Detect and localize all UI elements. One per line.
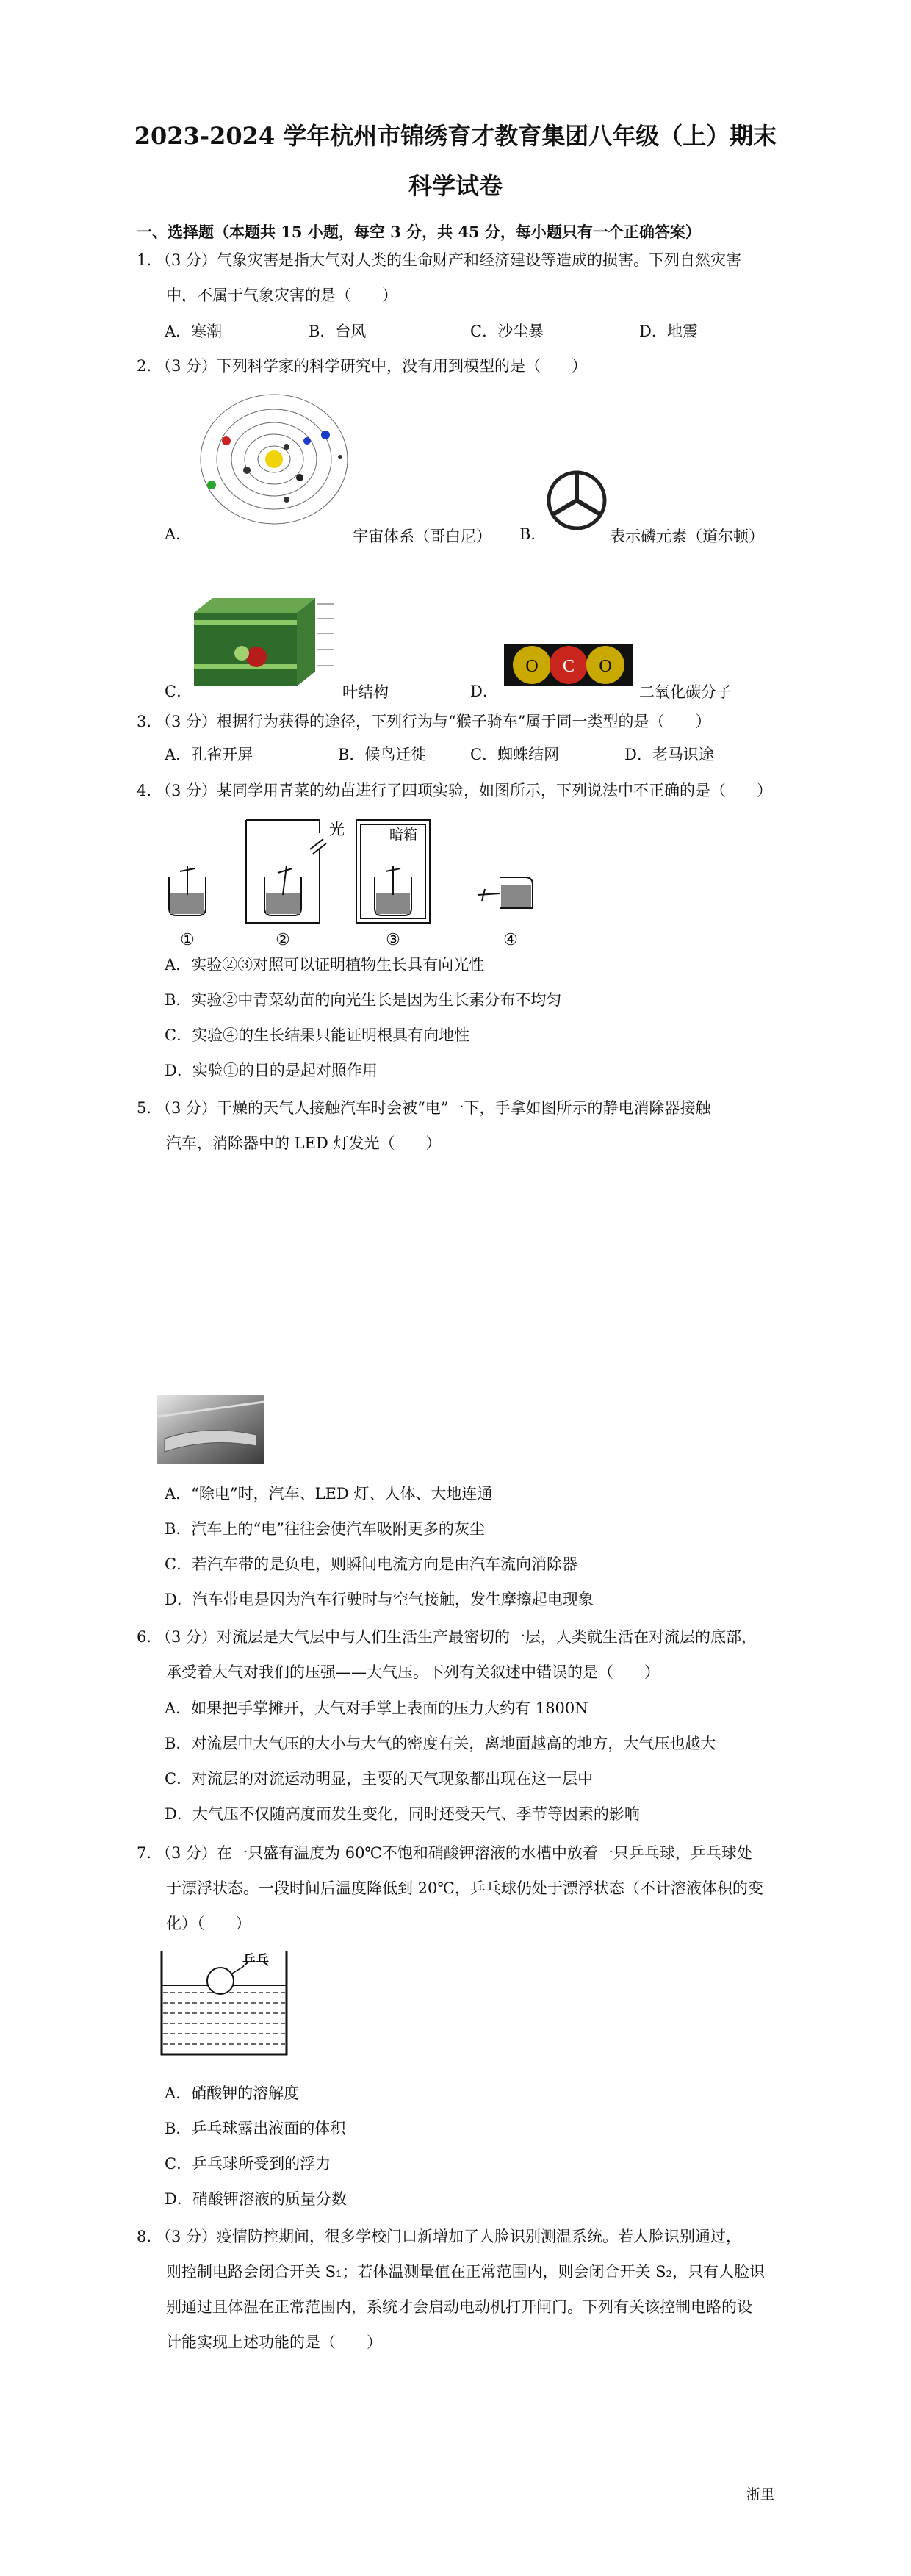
question-4 bbox=[137, 773, 783, 808]
option-d-label: D． bbox=[470, 683, 498, 700]
question-number: 2． bbox=[137, 357, 162, 375]
option-d: D．实验①的目的是起对照作用 bbox=[165, 1062, 378, 1079]
option-c: C．乒乓球所受到的浮力 bbox=[165, 2155, 331, 2173]
question-number: 8． bbox=[137, 2228, 162, 2245]
sun-icon bbox=[265, 450, 283, 468]
option-a: A．寒潮 bbox=[165, 323, 223, 340]
question-6 bbox=[137, 1619, 783, 1690]
option-c: C．实验④的生长结果只能证明根具有向地性 bbox=[165, 1026, 470, 1044]
question-text-cont: 计能实现上述功能的是（ ） bbox=[166, 2334, 382, 2351]
light-label: 光 bbox=[329, 821, 345, 838]
option-a: A．硝酸钾的溶解度 bbox=[165, 2084, 300, 2102]
caption-a: 宇宙体系（哥白尼） bbox=[353, 528, 491, 545]
question-number: 7． bbox=[137, 1844, 162, 1862]
option-c: C．若汽车带的是负电，则瞬间电流方向是由汽车流向消除器 bbox=[165, 1555, 578, 1573]
figure-label-4: ④ bbox=[503, 931, 518, 949]
exam-title-line1: 2023-2024 学年杭州市锦绣育才教育集团八年级（上）期末 bbox=[134, 122, 777, 150]
option-a: A．孔雀开屏 bbox=[165, 746, 253, 763]
option-a: A．实验②③对照可以证明植物生长具有向光性 bbox=[165, 956, 485, 974]
option-d: D．汽车带电是因为汽车行驶时与空气接触，发生摩擦起电现象 bbox=[165, 1591, 594, 1608]
co2-molecule-figure bbox=[498, 639, 638, 691]
question-text-cont: 于漂浮状态。一段时间后温度降低到 20℃，乒乓球仍处于漂浮状态（不计溶液体积的变 bbox=[166, 1879, 763, 1897]
option-a-label: A． bbox=[165, 525, 192, 543]
option-d: D．硝酸钾溶液的质量分数 bbox=[165, 2190, 347, 2208]
seedling-experiments-figure bbox=[154, 813, 595, 952]
option-c: C．对流层的对流运动明显，主要的天气现象都出现在这一层中 bbox=[165, 1770, 594, 1788]
question-text-cont: 则控制电路会闭合开关 S₁；若体温测量值在正常范围内，则会闭合开关 S₂，只有人脸识 bbox=[166, 2263, 765, 2281]
option-c: C．沙尘暴 bbox=[470, 323, 544, 340]
question-2 bbox=[137, 348, 783, 384]
figure-label-3: ③ bbox=[386, 931, 400, 949]
option-b: B．台风 bbox=[309, 323, 367, 340]
figure-label-1: ① bbox=[180, 931, 195, 949]
option-b: B．对流层中大气压的大小与大气的密度有关，离地面越高的地方，大气压也越大 bbox=[165, 1735, 716, 1752]
option-c: C．蜘蛛结网 bbox=[470, 746, 560, 763]
option-b-label: B． bbox=[519, 525, 547, 543]
question-8 bbox=[137, 2219, 783, 2360]
question-text: （3 分）某同学用青菜的幼苗进行了四项实验，如图所示，下列说法中不正确的是（ ） bbox=[156, 782, 773, 799]
co2-atom-o2: O bbox=[599, 657, 612, 676]
question-3 bbox=[137, 704, 783, 739]
question-text: （3 分）疫情防控期间，很多学校门口新增加了人脸识别测温系统。若人脸识别通过， bbox=[156, 2228, 742, 2245]
question-text-cont: 别通过且体温在正常范围内，系统才会启动电动机打开闸门。下列有关该控制电路的设 bbox=[166, 2298, 752, 2316]
option-d: D．大气压不仅随高度而发生变化，同时还受天气、季节等因素的影响 bbox=[165, 1805, 640, 1823]
question-text-cont: 承受着大气对我们的压强——大气压。下列有关叙述中错误的是（ ） bbox=[166, 1663, 660, 1681]
question-text: （3 分）气象灾害是指大气对人类的生命财产和经济建设等造成的损害。下列自然灾害 bbox=[156, 251, 742, 269]
darkbox-label: 暗箱 bbox=[389, 827, 418, 843]
question-number: 6． bbox=[137, 1628, 162, 1646]
option-b: B．实验②中青菜幼苗的向光生长是因为生长素分布不均匀 bbox=[165, 991, 562, 1009]
option-b: B．候鸟迁徙 bbox=[338, 746, 427, 763]
car-door-handle-photo bbox=[157, 1395, 264, 1464]
figure-label-2: ② bbox=[276, 931, 290, 949]
question-text: （3 分）在一只盛有温度为 60℃不饱和硝酸钾溶液的水槽中放着一只乒乓球，乒乓球处 bbox=[156, 1844, 752, 1862]
caption-c: 叶结构 bbox=[342, 683, 389, 701]
question-text-cont: 化）（ ） bbox=[166, 1915, 251, 1932]
pingpong-ball-icon bbox=[207, 1968, 234, 1994]
question-number: 3． bbox=[137, 713, 162, 730]
question-text: （3 分）下列科学家的科学研究中，没有用到模型的是（ ） bbox=[156, 357, 588, 375]
option-c-label: C． bbox=[165, 683, 192, 700]
option-b: B．汽车上的“电”往往会使汽车吸附更多的灰尘 bbox=[165, 1520, 485, 1538]
page-footer: 浙里 bbox=[746, 2486, 775, 2503]
caption-d: 二氧化碳分子 bbox=[639, 683, 732, 701]
co2-atom-o1: O bbox=[525, 657, 539, 676]
option-d: D．地震 bbox=[639, 323, 698, 340]
beaker-pingpong-figure bbox=[157, 1947, 293, 2057]
question-text: （3 分）干燥的天气人接触汽车时会被“电”一下，手拿如图所示的静电消除器接触 bbox=[156, 1099, 711, 1117]
option-a: A．“除电”时，汽车、LED 灯、人体、大地连通 bbox=[165, 1485, 493, 1503]
option-b: B．乒乓球露出液面的体积 bbox=[165, 2120, 346, 2137]
caption-b: 表示磷元素（道尔顿） bbox=[610, 528, 764, 545]
question-7 bbox=[137, 1835, 783, 1941]
question-text-cont: 汽车，消除器中的 LED 灯发光（ ） bbox=[166, 1134, 442, 1152]
question-text: （3 分）根据行为获得的途径，下列行为与“猴子骑车”属于同一类型的是（ ） bbox=[156, 713, 711, 730]
option-d: D．老马识途 bbox=[624, 746, 714, 763]
pingpong-label: 乒乓 bbox=[242, 1953, 269, 1968]
leaf-structure-figure bbox=[187, 583, 341, 694]
option-a: A．如果把手掌摊开，大气对手掌上表面的压力大约有 1800N bbox=[165, 1699, 588, 1717]
question-number: 1． bbox=[137, 251, 162, 269]
exam-title-line2: 科学试卷 bbox=[408, 172, 503, 200]
section-heading: 一、选择题（本题共 15 小题，每空 3 分，共 45 分，每小题只有一个正确答案） bbox=[137, 223, 701, 241]
question-number: 5． bbox=[137, 1099, 162, 1117]
mercedes-symbol-figure bbox=[544, 467, 610, 533]
co2-atom-c: C bbox=[562, 657, 575, 676]
question-text: （3 分）对流层是大气层中与人们生活生产最密切的一层，人类就生活在对流层的底部， bbox=[156, 1628, 757, 1646]
solar-system-figure bbox=[190, 389, 359, 529]
question-1 bbox=[137, 242, 783, 313]
question-5 bbox=[137, 1090, 783, 1161]
question-text-cont: 中，不属于气象灾害的是（ ） bbox=[166, 287, 397, 304]
question-number: 4． bbox=[137, 782, 162, 799]
